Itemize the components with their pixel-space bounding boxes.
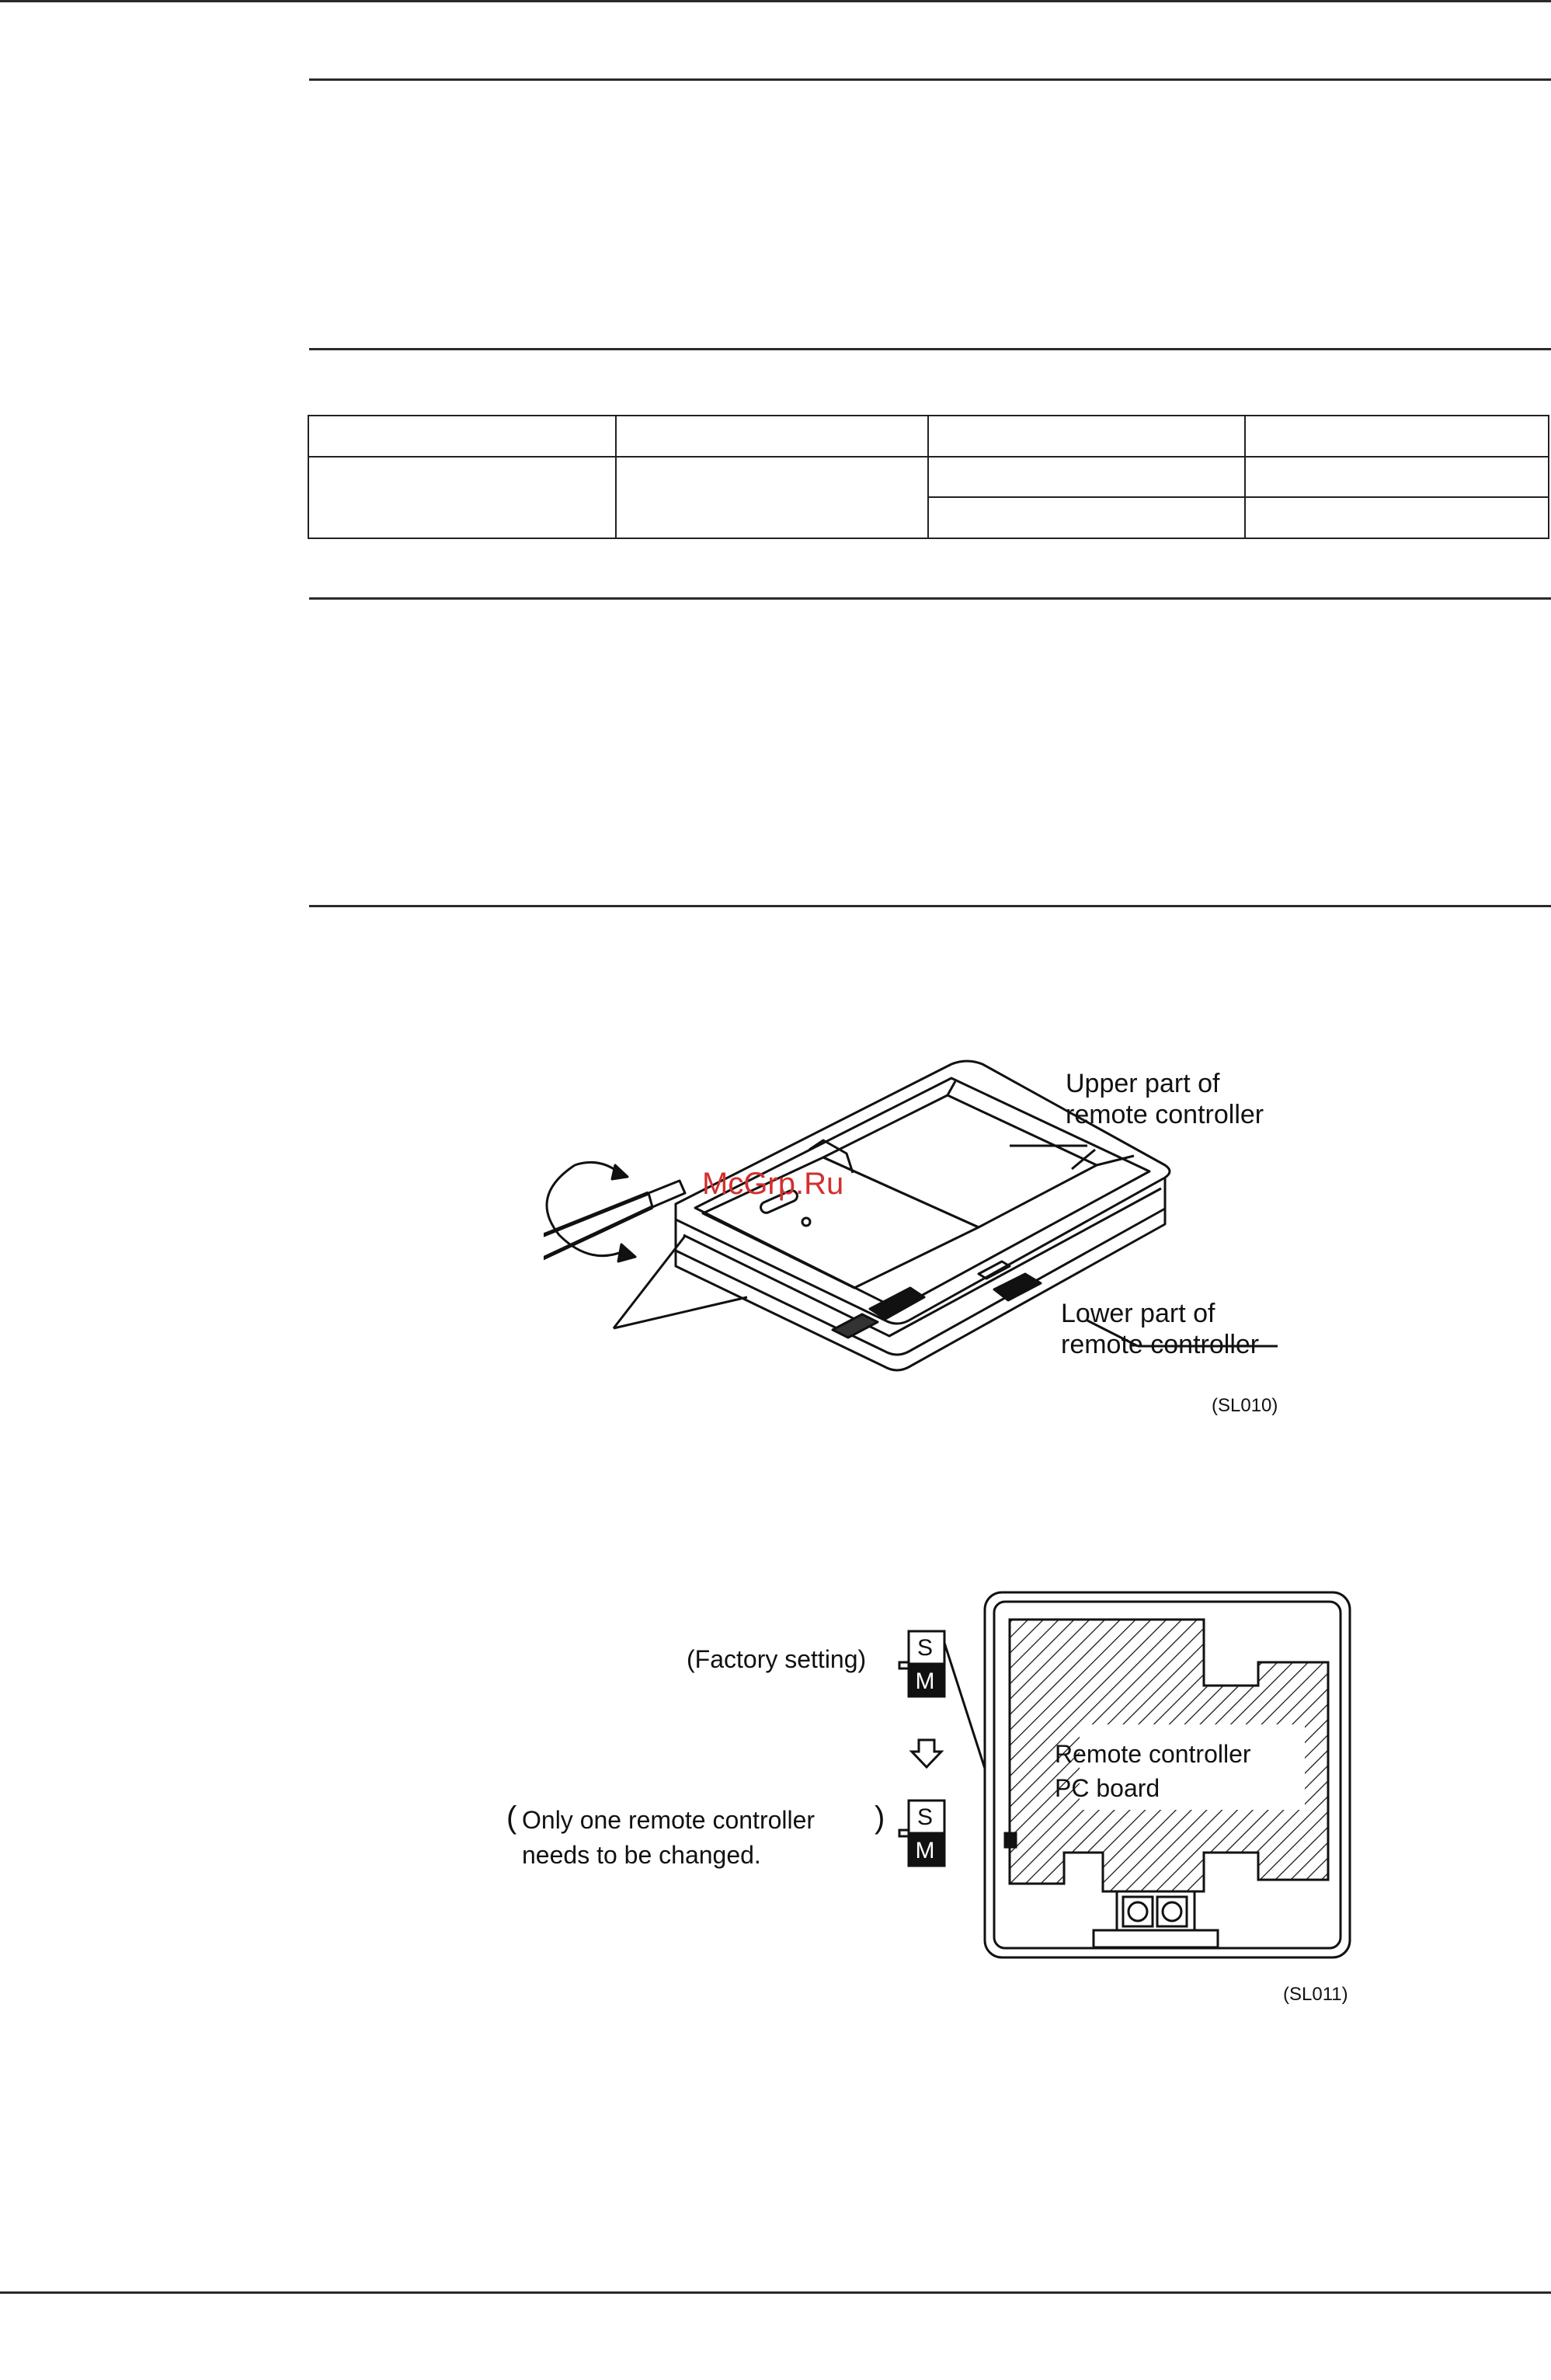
section-rule-2 bbox=[309, 348, 1551, 350]
note-open-paren: ( bbox=[506, 1801, 517, 1835]
lower-part-label-line1: Lower part of bbox=[1061, 1299, 1215, 1328]
upper-part-label-line1: Upper part of bbox=[1066, 1069, 1220, 1098]
switch-s-label-factory: S bbox=[916, 1635, 933, 1661]
table-cell bbox=[1245, 497, 1549, 538]
upper-part-label-line2: remote controller bbox=[1066, 1100, 1264, 1129]
figure1-code: (SL010) bbox=[1212, 1395, 1278, 1416]
table-cell bbox=[616, 416, 928, 457]
factory-setting-label: (Factory setting) bbox=[687, 1645, 867, 1673]
note-line1: Only one remote controller bbox=[522, 1806, 815, 1834]
section-rule-3 bbox=[309, 597, 1551, 600]
figure2-code: (SL011) bbox=[1283, 1984, 1348, 2005]
table-cell bbox=[1245, 416, 1549, 457]
note-line2: needs to be changed. bbox=[522, 1841, 761, 1869]
pc-board-label-line1: Remote controller bbox=[1055, 1740, 1251, 1768]
section-rule-1 bbox=[309, 78, 1551, 81]
pc-board-label-line2: PC board bbox=[1055, 1774, 1160, 1802]
lower-part-label-line2: remote controller bbox=[1061, 1330, 1260, 1359]
table-cell bbox=[928, 457, 1245, 497]
table-cell bbox=[1245, 457, 1549, 497]
switch-s-label-changed: S bbox=[916, 1804, 933, 1830]
switch-m-label-changed: M bbox=[915, 1838, 935, 1863]
table-cell bbox=[308, 416, 616, 457]
table-cell bbox=[928, 416, 1245, 457]
table-cell bbox=[928, 497, 1245, 538]
note-close-paren: ) bbox=[875, 1801, 885, 1835]
section-rule-4 bbox=[309, 905, 1551, 907]
table-cell bbox=[308, 457, 616, 538]
bottom-rule bbox=[0, 2291, 1551, 2294]
watermark: McGrp.Ru bbox=[702, 1167, 844, 1201]
table-row bbox=[308, 457, 1549, 497]
table-row bbox=[308, 416, 1549, 457]
table-cell bbox=[616, 457, 928, 538]
remote-controller-opening-figure bbox=[544, 1041, 1320, 1429]
switch-m-label-factory: M bbox=[915, 1668, 935, 1694]
top-rule bbox=[0, 0, 1551, 2]
settings-table bbox=[308, 415, 1549, 539]
